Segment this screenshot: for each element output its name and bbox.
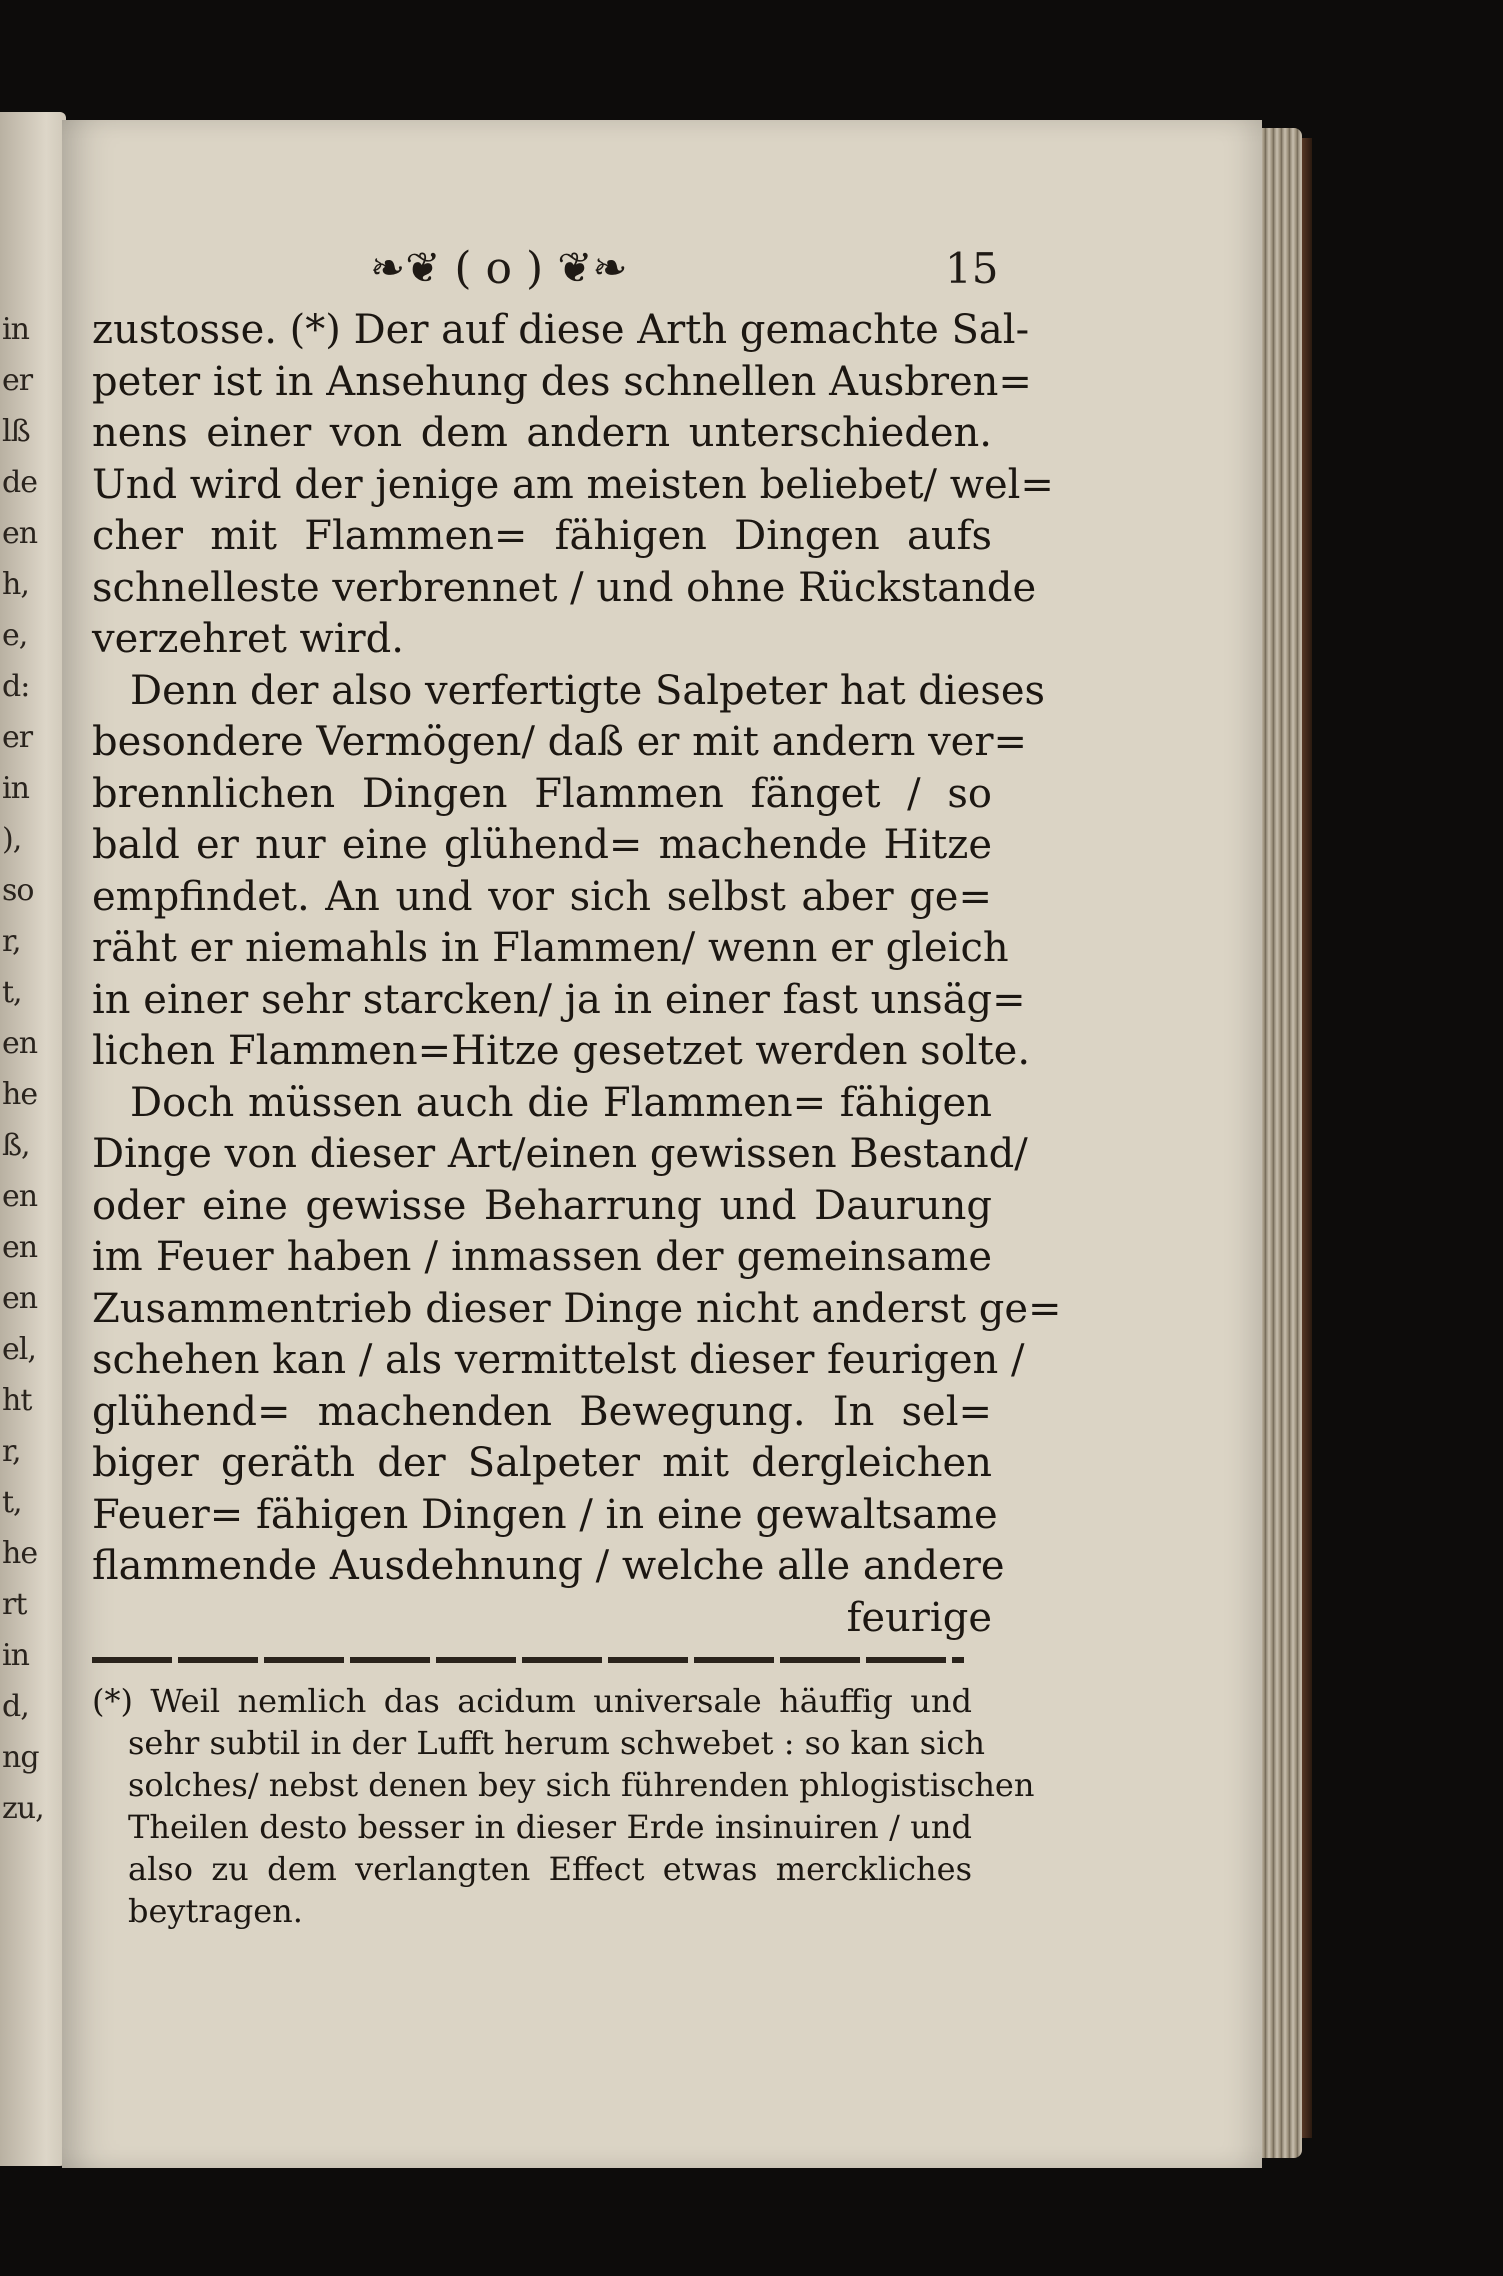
facing-page-fragment: zu,: [2, 1791, 44, 1826]
text-line: glühend= machenden Bewegung. In sel=: [92, 1388, 992, 1435]
facing-page-fragment: he: [2, 1077, 38, 1112]
footnote-line: solches/ nebst denen bey sich führenden phlogistischen: [128, 1766, 1035, 1804]
facing-page-edge: [0, 112, 66, 2166]
text-line: besondere Vermögen/ daß er mit andern ver=: [92, 719, 1027, 765]
facing-page-fragment: r,: [2, 924, 21, 959]
text-line: schnelleste verbrennet / und ohne Rückstande: [92, 564, 1037, 611]
text-line: nens einer von dem andern unterschieden.: [92, 410, 992, 456]
facing-page-fragment: h,: [2, 567, 29, 602]
text-line: in einer sehr starcken/ ja in einer fast unsäg=: [92, 976, 1026, 1023]
footnote-line: also zu dem verlangten Effect etwas merckliches: [128, 1850, 972, 1888]
facing-page-fragment: in: [2, 771, 29, 806]
facing-page-fragment: er: [2, 720, 33, 755]
facing-page-fragment: rt: [2, 1587, 27, 1622]
facing-page-fragment: so: [2, 873, 34, 908]
facing-page-fragment: en: [2, 1026, 38, 1061]
text-line: zustosse. (*) Der auf diese Arth gemachte Sal-: [92, 307, 1030, 353]
text-line: Dinge von dieser Art/einen gewissen Bestand/: [92, 1131, 1028, 1177]
text-line: biger geräth der Salpeter mit dergleichen: [92, 1440, 992, 1486]
text-line: verzehret wird.: [92, 616, 404, 662]
text-line: Zusammentrieb dieser Dinge nicht anderst ge=: [92, 1285, 1062, 1332]
facing-page-fragment: ht: [2, 1383, 32, 1418]
text-line: peter ist in Ansehung des schnellen Ausbren=: [92, 358, 1032, 405]
facing-page-fragment: in: [2, 312, 29, 347]
page-number: 15: [945, 244, 999, 293]
footnote-line: (*) Weil nemlich das acidum universale häuffig und: [92, 1682, 972, 1720]
text-line: bald er nur eine glühend= machende Hitze: [92, 822, 992, 868]
facing-page-fragment: lß: [2, 414, 30, 449]
facing-page-fragment: en: [2, 1230, 38, 1265]
text-line: räht er niemahls in Flammen/ wenn er gleich: [92, 925, 1009, 971]
text-line: flammende Ausdehnung / welche alle andere: [92, 1543, 1005, 1589]
facing-page-fragment: e,: [2, 618, 28, 653]
text-line: cher mit Flammen= fähigen Dingen aufs: [92, 513, 992, 559]
text-line: brennlichen Dingen Flammen fänget / so: [92, 770, 992, 817]
facing-page-fragment: he: [2, 1536, 38, 1571]
footnote-line: beytragen.: [128, 1892, 303, 1930]
text-line: oder eine gewisse Beharrung und Daurung: [92, 1182, 992, 1229]
facing-page-fragment: t,: [2, 975, 22, 1010]
facing-page-fragment: el,: [2, 1332, 36, 1367]
facing-page-fragment: d:: [2, 669, 30, 704]
footnote: [92, 1680, 1035, 1932]
footnote-line: sehr subtil in der Lufft herum schwebet : so kan sich: [128, 1724, 985, 1762]
main-text: [92, 305, 1062, 1644]
facing-page-fragment: r,: [2, 1434, 21, 1469]
header-folio: ( o ): [454, 242, 544, 294]
facing-page-fragment: en: [2, 1179, 38, 1214]
text-line: lichen Flammen=Hitze gesetzet werden solte.: [92, 1028, 1031, 1074]
facing-page-fragment: t,: [2, 1485, 22, 1520]
text-line: Denn der also verfertigte Salpeter hat dieses: [130, 667, 1046, 714]
facing-page-fragment: d,: [2, 1689, 29, 1724]
ornament-left-icon: ❧❦: [370, 243, 441, 292]
facing-page-fragment: er: [2, 363, 33, 398]
catchword: feurige: [846, 1594, 992, 1641]
text-line: Doch müssen auch die Flammen= fähigen: [130, 1079, 992, 1126]
facing-page-fragment: en: [2, 1281, 38, 1316]
footnote-line: Theilen desto besser in dieser Erde insinuiren / und: [128, 1808, 972, 1846]
ornament-right-icon: ❦❧: [557, 243, 628, 292]
facing-page-fragment: ),: [2, 822, 22, 857]
text-line: Und wird der jenige am meisten beliebet/ wel=: [92, 461, 1054, 508]
footnote-rule: [92, 1657, 964, 1663]
text-line: im Feuer haben / inmassen der gemeinsame: [92, 1234, 992, 1280]
facing-page-fragment: ng: [2, 1740, 39, 1775]
facing-page-fragment: in: [2, 1638, 29, 1673]
facing-page-fragment: en: [2, 516, 38, 551]
text-line: schehen kan / als vermittelst dieser feurigen /: [92, 1337, 1025, 1383]
text-line: empfindet. An und vor sich selbst aber ge=: [92, 873, 992, 920]
facing-page-fragment: de: [2, 465, 37, 500]
facing-page-fragment: ß,: [2, 1128, 30, 1163]
text-line: Feuer= fähigen Dingen / in eine gewaltsame: [92, 1491, 998, 1538]
